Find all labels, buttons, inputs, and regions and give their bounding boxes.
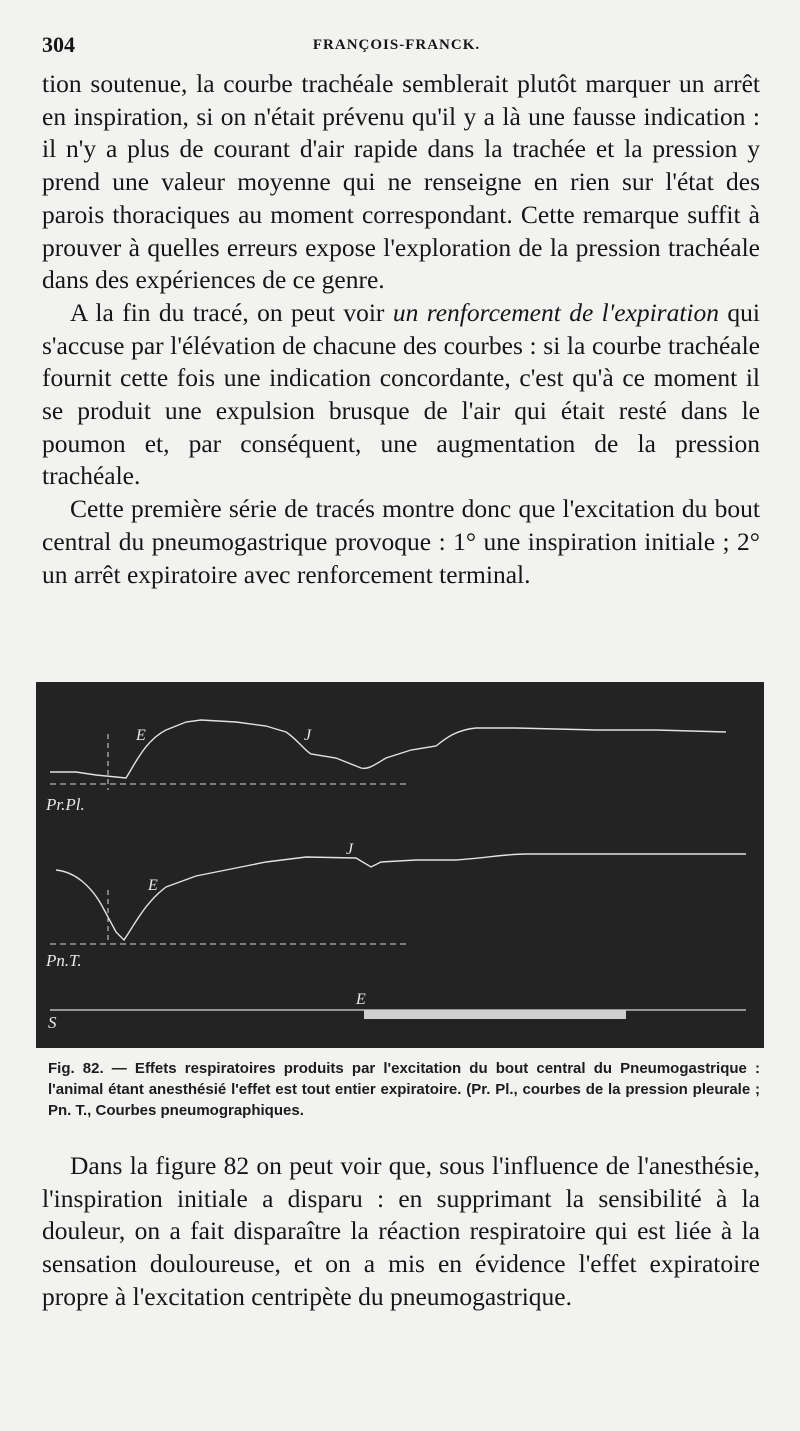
paragraph-4: Dans la figure 82 on peut voir que, sous l'influence de l'anesthésie, l'inspiration initiale a disparu : en supprimant la sensibilité à la douleur, on a fait disparaître la réaction respiratoire qui est liée à la sensation douloureuse, et on a mis en évidence l'effet expiratoire propre à l'excitation centripète du pneumogastrique.	[42, 1151, 760, 1311]
excitation-signal-band	[364, 1010, 626, 1019]
paragraph-2-end: qui s'accuse par l'élévation de chacune des courbes : si la courbe trachéale fournit cette fois une indication concordante, c'est qu'à ce moment il se produit une expulsion brusque de l'air qui était resté dans le poumon et, par conséquent, une augmentation de la pression trachéale.	[42, 297, 761, 491]
paragraph-2-start: A la fin du tracé, on peut voir	[70, 297, 393, 327]
label-e-signal: E	[356, 991, 366, 1008]
label-pn-t: Pn.T.	[46, 951, 82, 970]
paragraph-2-emphasis: un renforcement de l'expiration	[392, 297, 720, 327]
label-e-1: E	[136, 727, 146, 744]
label-e-2: E	[148, 877, 158, 894]
label-pr-pl: Pr.Pl.	[46, 795, 85, 814]
paragraph-2	[42, 297, 760, 493]
page-header	[42, 30, 758, 60]
page-number: 304	[42, 32, 75, 57]
label-j-1: J	[304, 727, 312, 744]
figure-caption: Fig. 82. — Effets respiratoires produits par l'excitation du bout central du Pneumogastrique : l'animal étant anesthésié l'effet est tout entier expiratoire. (Pr. Pl., courbes de la pression pleurale ; Pn. T., Courbes pneumographiques.	[48, 1060, 760, 1119]
paragraph-3: Cette première série de tracés montre donc que l'excitation du bout central du pneumogastrique provoque : 1° une inspiration initiale ; 2° un arrêt expiratoire avec renforcement terminal.	[42, 494, 760, 589]
label-s: S	[48, 1013, 57, 1032]
paragraph-1: tion soutenue, la courbe trachéale semblerait plutôt marquer un arrêt en inspiration, si on n'était prévenu qu'il y a là une fausse indication : il n'y a plus de courant d'air rapide dans la trachée et la pression y prend une valeur moyenne qui ne renseigne en rien sur l'état des parois thoraciques au moment correspondant. Cette remarque suffit à prouver à quelles erreurs expose l'exploration de la pression trachéale dans des expériences de ce genre.	[42, 69, 760, 295]
label-j-2: J	[346, 841, 354, 858]
body-text-top	[42, 68, 760, 591]
running-head: FRANÇOIS-FRANCK.	[312, 36, 481, 53]
body-text-bottom	[42, 1150, 760, 1314]
figure-82	[36, 682, 764, 1048]
respiratory-tracing	[36, 682, 764, 1048]
